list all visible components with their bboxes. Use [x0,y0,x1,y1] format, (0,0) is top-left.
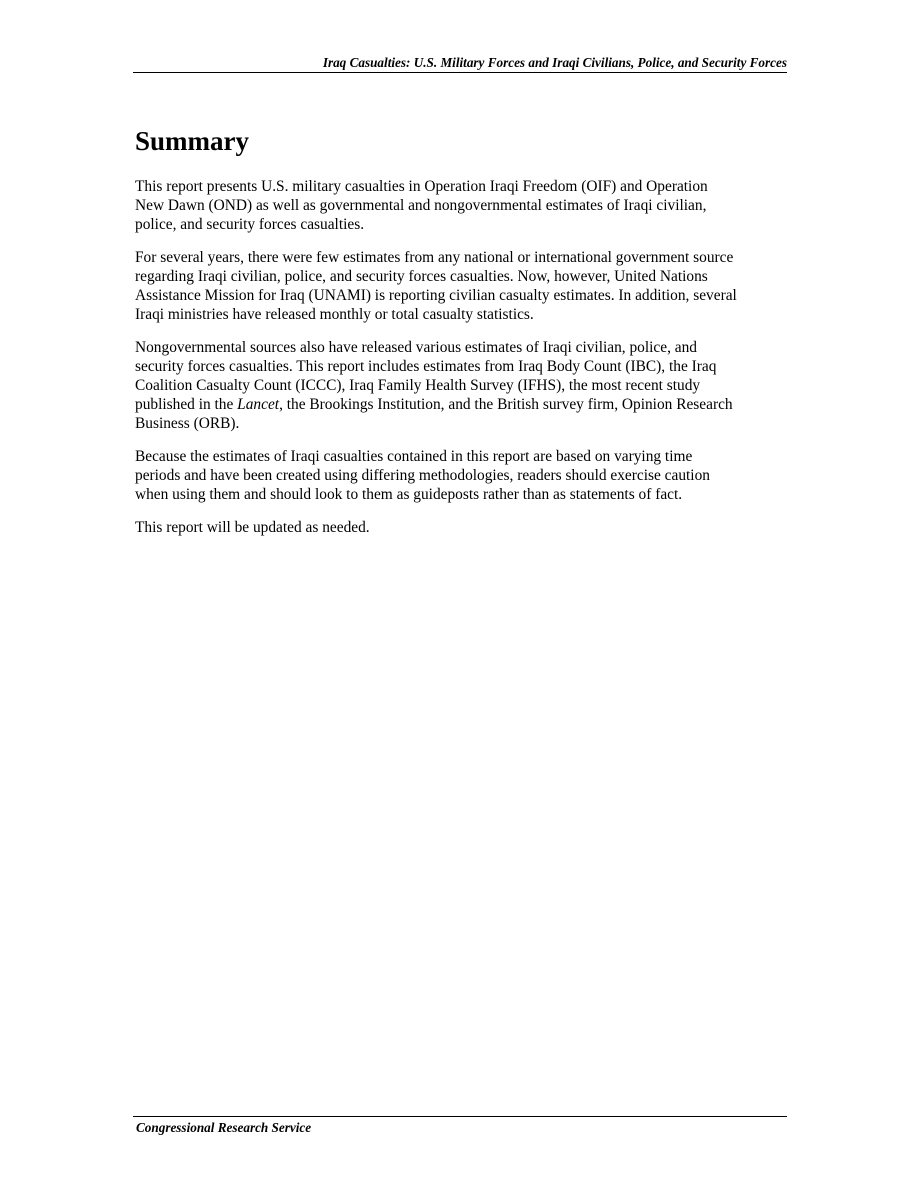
text-line: when using them and should look to them as guideposts rather than as statements of fact. [135,486,683,503]
text-line: regarding Iraqi civilian, police, and security forces casualties. Now, however, United Nations [135,268,708,285]
text-line: Business (ORB). [135,415,240,432]
text-line: security forces casualties. This report includes estimates from Iraq Body Count (IBC), the Iraq [135,358,717,375]
running-header: Iraq Casualties: U.S. Military Forces and Iraqi Civilians, Police, and Security Forces [322,55,787,70]
paragraph-caution [135,447,787,504]
running-footer: Congressional Research Service [136,1120,312,1135]
header-rule [133,72,787,73]
text-line: Because the estimates of Iraqi casualties contained in this report are based on varying time [135,448,693,465]
lancet-italic: Lancet [237,396,280,413]
text-fragment: , the Brookings Institution, and the British survey firm, Opinion Research [279,396,733,413]
text-line: Nongovernmental sources also have released various estimates of Iraqi civilian, police, and [135,339,697,356]
text-line: Assistance Mission for Iraq (UNAMI) is reporting civilian casualty estimates. In addition, several [135,287,737,304]
paragraph-nongovernmental-sources [135,338,787,433]
page-title: Summary [135,126,249,156]
text-fragment: published in the [135,396,238,413]
summary-body [135,177,787,551]
text-line: police, and security forces casualties. [135,216,365,233]
text-line: Coalition Casualty Count (ICCC), Iraq Family Health Survey (IFHS), the most recent study [135,377,701,394]
text-line: New Dawn (OND) as well as governmental and nongovernmental estimates of Iraqi civilian, [135,197,707,214]
footer-rule [133,1116,787,1117]
text-line: periods and have been created using differing methodologies, readers should exercise caution [135,467,710,484]
paragraph-intro [135,177,787,234]
text-line: For several years, there were few estimates from any national or international government source [135,249,734,266]
text-line-lancet [135,395,787,414]
text-line: This report will be updated as needed. [135,519,370,536]
text-line: This report presents U.S. military casualties in Operation Iraqi Freedom (OIF) and Operation [135,178,708,195]
paragraph-government-sources [135,248,787,324]
paragraph-update-note [135,518,787,537]
text-line: Iraqi ministries have released monthly or total casualty statistics. [135,306,534,323]
